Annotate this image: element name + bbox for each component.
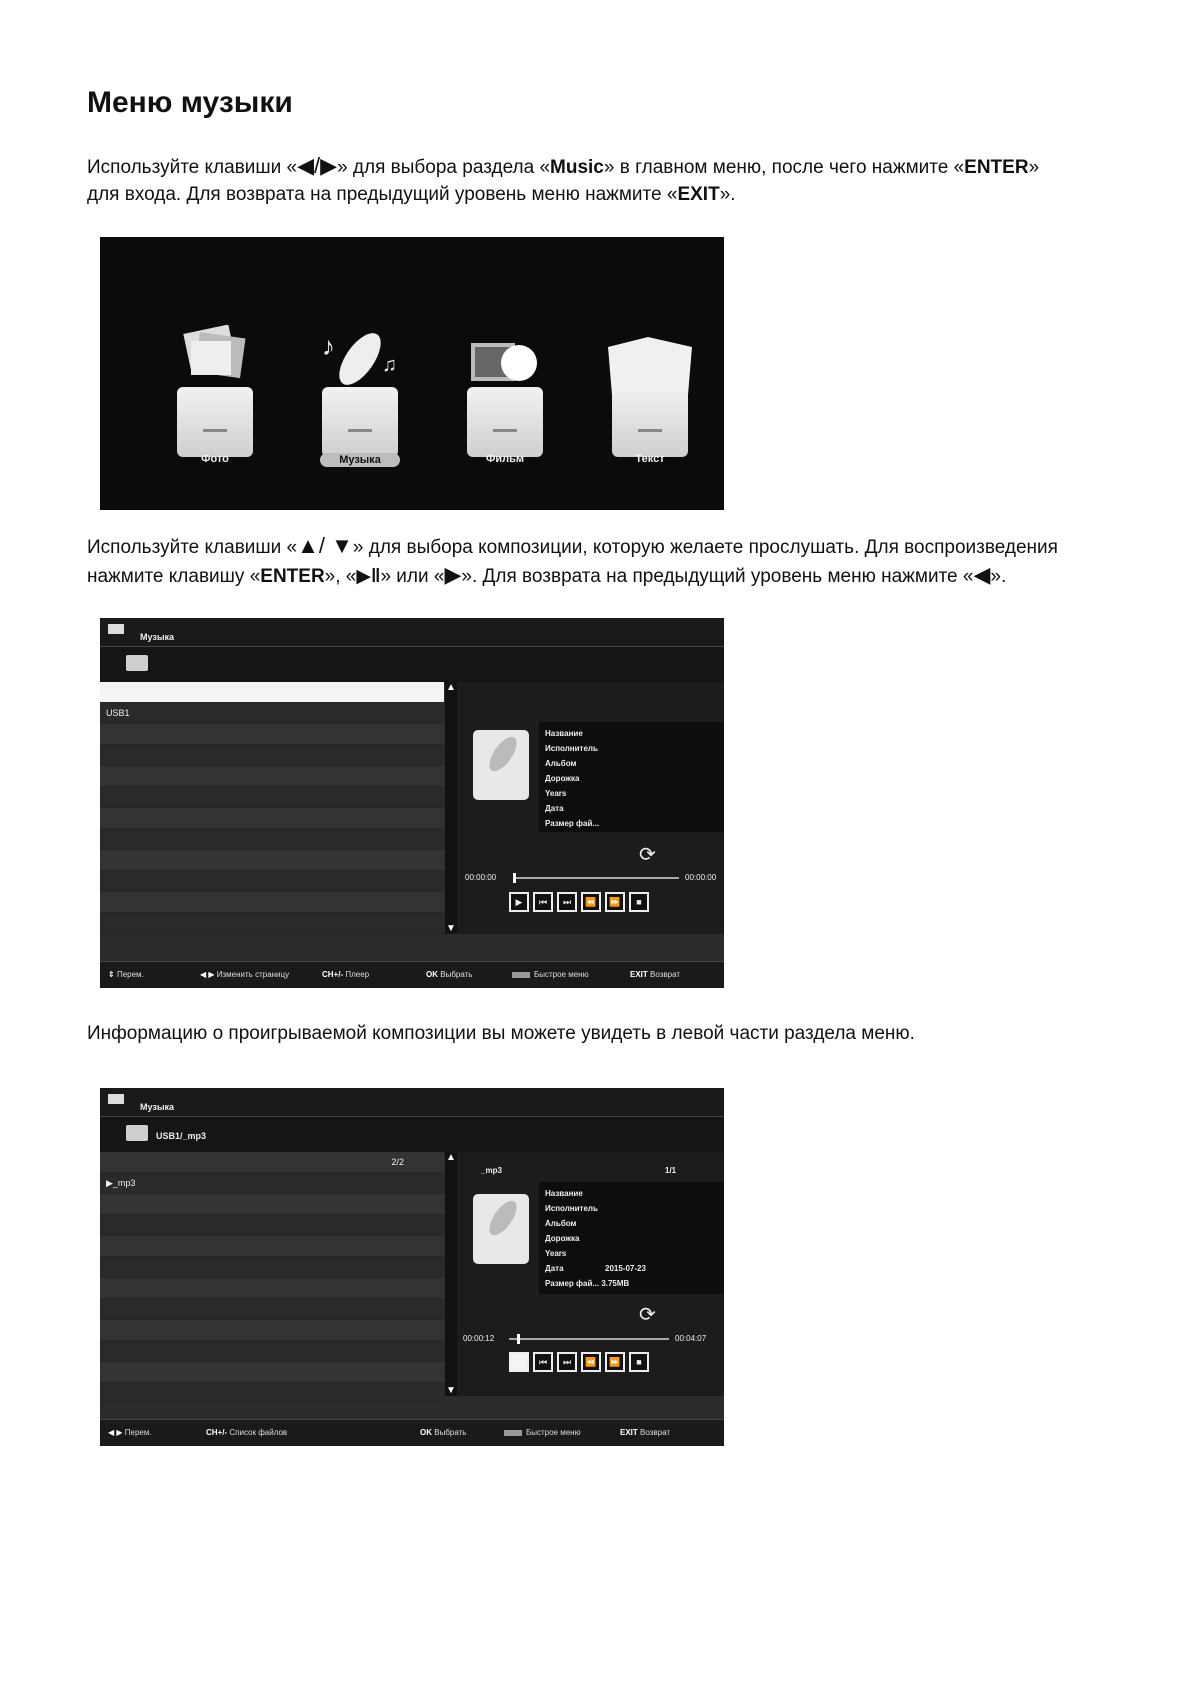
file-list: [100, 682, 444, 934]
info-value: 3.75MB: [601, 1279, 630, 1288]
list-item[interactable]: [100, 745, 444, 766]
time-total: 00:00:00: [685, 873, 717, 882]
hint-label: Список файлов: [229, 1428, 288, 1437]
track-info: [539, 722, 724, 832]
hint-label: Возврат: [640, 1428, 671, 1437]
menu-label-music: Музыка: [320, 453, 400, 467]
text: »: [1028, 157, 1040, 178]
svg-text:♫: ♫: [382, 354, 397, 376]
scroll-up-icon[interactable]: ▲: [446, 682, 456, 693]
hint-key: CH+/-: [206, 1428, 228, 1437]
info-row-size: [545, 1276, 718, 1291]
menu-key-swatch: [512, 972, 530, 978]
hint-key: ⇕: [108, 970, 115, 979]
navigation-paragraph: [87, 532, 1117, 590]
music-playing-screenshot: [100, 1088, 724, 1446]
menu-box: [177, 387, 253, 457]
info-label: Альбом: [545, 759, 577, 768]
playback-controls: [509, 1352, 649, 1372]
info-paragraph: Информацию о проигрываемой композиции вы можете увидеть в левой части раздела меню.: [87, 1023, 915, 1044]
scroll-down-icon[interactable]: ▼: [446, 923, 456, 934]
list-item[interactable]: [100, 724, 444, 745]
panel-title: _mp3: [481, 1166, 502, 1175]
music-art-icon: [473, 1194, 529, 1264]
info-label: Дата: [545, 804, 564, 813]
hint-item: [108, 1428, 152, 1437]
time-elapsed: 00:00:00: [465, 873, 497, 882]
enter-label: ENTER: [260, 566, 325, 587]
list-item[interactable]: [100, 1194, 444, 1215]
info-row-date: [545, 1261, 718, 1276]
menu-key-swatch: [504, 1430, 522, 1436]
hint-item: [200, 970, 289, 979]
menu-label-film: Фильм: [485, 453, 525, 465]
up-down-keys-icon: ▲/ ▼: [297, 533, 353, 558]
enter-label: ENTER: [964, 157, 1029, 178]
fast-forward-button[interactable]: ⏩: [605, 1352, 625, 1372]
play-pause-icon: ▶‖: [356, 566, 381, 587]
hint-key: OK: [420, 1428, 432, 1437]
list-item[interactable]: [100, 1236, 444, 1257]
list-item[interactable]: [100, 829, 444, 850]
page-indicator: 2/2: [100, 1152, 444, 1173]
list-item[interactable]: [100, 787, 444, 808]
list-item[interactable]: [100, 1257, 444, 1278]
hint-label: Изменить страницу: [216, 970, 290, 979]
progress-knob[interactable]: [517, 1334, 520, 1344]
back-icon: ◀: [973, 562, 991, 587]
hint-key: ◀ ▶: [108, 1428, 123, 1437]
hint-item: [420, 1428, 466, 1437]
list-item[interactable]: [100, 1362, 444, 1383]
next-button[interactable]: ⏭: [557, 892, 577, 912]
hint-key: EXIT: [630, 970, 648, 979]
playback-controls: [509, 892, 649, 912]
music-label: Music: [550, 157, 604, 178]
progress-bar[interactable]: [513, 877, 679, 879]
exit-label: EXIT: [677, 184, 720, 205]
hint-item: [630, 970, 680, 979]
text: », «: [324, 566, 357, 587]
list-item[interactable]: [100, 1320, 444, 1341]
page-title: Меню музыки: [87, 86, 293, 119]
scrollbar[interactable]: [445, 1152, 457, 1396]
repeat-icon[interactable]: ⟳: [639, 1304, 656, 1326]
list-item[interactable]: [100, 892, 444, 913]
hint-item: [512, 970, 589, 979]
list-item[interactable]: USB1: [100, 703, 444, 724]
play-arrow-icon: ▶: [106, 1178, 113, 1188]
text: ».: [719, 184, 736, 205]
info-label: Years: [545, 789, 567, 798]
hint-key: EXIT: [620, 1428, 638, 1437]
info-label: Дорожка: [545, 1234, 580, 1243]
time-total: 00:04:07: [675, 1334, 707, 1343]
info-label: Дата: [545, 1264, 564, 1273]
menu-text[interactable]: [590, 307, 710, 487]
menu-label-photo: Фото: [201, 453, 229, 465]
hint-label: Выбрать: [440, 970, 473, 979]
info-label: Размер фай...: [545, 1279, 600, 1288]
hint-label: Возврат: [650, 970, 681, 979]
text: Используйте клавиши «: [87, 537, 298, 558]
scroll-up-icon[interactable]: ▲: [446, 1152, 456, 1163]
hint-item: [108, 970, 144, 979]
text: » или «: [380, 566, 445, 587]
list-item[interactable]: [100, 1299, 444, 1320]
input-source-icon: [108, 624, 124, 634]
info-label: Размер фай...: [545, 819, 600, 828]
hint-item: [426, 970, 472, 979]
text: ». Для возврата на предыдущий уровень меню нажмите «: [461, 566, 974, 587]
panel-count: 1/1: [665, 1166, 677, 1175]
info-label: Исполнитель: [545, 1204, 598, 1213]
list-item[interactable]: [100, 1341, 444, 1362]
scrollbar[interactable]: [445, 682, 457, 934]
list-item[interactable]: [100, 871, 444, 892]
hint-label: Плеер: [345, 970, 370, 979]
info-label: Years: [545, 1249, 567, 1258]
list-item[interactable]: [100, 808, 444, 829]
hint-label: Быстрое меню: [534, 970, 589, 979]
text: ».: [990, 566, 1007, 587]
list-item[interactable]: [100, 1215, 444, 1236]
hint-bar: [100, 961, 724, 988]
path-bar: [100, 1116, 724, 1153]
intro-paragraph: [87, 152, 1117, 208]
browser-title: Музыка: [140, 1102, 175, 1112]
text: » для выбора композиции, которую желаете прослушать. Для воспроизведения: [352, 537, 1058, 558]
left-right-keys-icon: ◀/▶: [297, 153, 338, 178]
text: » в главном меню, после чего нажмите «: [603, 157, 965, 178]
header-bar: [100, 618, 724, 646]
input-source-icon: [108, 1094, 124, 1104]
menu-label-text: Текст: [635, 453, 665, 465]
folder-icon: [126, 1125, 148, 1141]
list-item[interactable]: [100, 682, 444, 703]
info-label: Дорожка: [545, 774, 580, 783]
repeat-icon[interactable]: ⟳: [639, 844, 656, 866]
music-art-icon: [473, 730, 529, 800]
list-item[interactable]: [100, 1278, 444, 1299]
hint-item: [504, 1428, 581, 1437]
menu-box: [467, 387, 543, 457]
hint-label: Перем.: [124, 1428, 152, 1437]
previous-button[interactable]: ⏮: [533, 1352, 553, 1372]
list-item[interactable]: [100, 913, 444, 934]
hint-bar: [100, 1419, 724, 1446]
folder-icon: [126, 655, 148, 671]
main-menu-screenshot: [100, 237, 724, 510]
header-bar: [100, 1088, 724, 1116]
previous-button[interactable]: ⏮: [533, 892, 553, 912]
menu-photo[interactable]: [155, 307, 275, 487]
menu-music[interactable]: [300, 307, 420, 487]
preview-panel: [457, 1152, 724, 1396]
hint-item: [322, 970, 369, 979]
info-label: Исполнитель: [545, 744, 598, 753]
play-button[interactable]: ▶: [509, 892, 529, 912]
stop-button[interactable]: ■: [629, 1352, 649, 1372]
hint-key: ◀ ▶: [200, 970, 215, 979]
progress-knob[interactable]: [513, 873, 516, 883]
list-item[interactable]: [100, 850, 444, 871]
path-bar: [100, 646, 724, 683]
list-item[interactable]: [100, 1383, 444, 1404]
file-list: [100, 1152, 444, 1404]
info-label: Название: [545, 729, 583, 738]
music-browser-screenshot: [100, 618, 724, 988]
list-item[interactable]: [100, 766, 444, 787]
rewind-button[interactable]: ⏪: [581, 1352, 601, 1372]
text: Используйте клавиши «: [87, 157, 298, 178]
list-item-label: _mp3: [112, 1178, 136, 1188]
progress-bar[interactable]: [509, 1338, 669, 1340]
scroll-down-icon[interactable]: ▼: [446, 1385, 456, 1396]
stop-button[interactable]: ■: [629, 892, 649, 912]
hint-label: Быстрое меню: [526, 1428, 581, 1437]
preview-panel: [457, 682, 724, 934]
time-elapsed: 00:00:12: [463, 1334, 495, 1343]
hint-key: CH+/-: [322, 970, 344, 979]
path-text: USB1/_mp3: [156, 1131, 207, 1141]
info-label: Название: [545, 1189, 583, 1198]
menu-film[interactable]: [445, 307, 565, 487]
play-icon: ▶: [444, 562, 462, 587]
next-button[interactable]: ⏭: [557, 1352, 577, 1372]
browser-title: Музыка: [140, 632, 175, 642]
text: нажмите клавишу «: [87, 566, 261, 587]
fast-forward-button[interactable]: ⏩: [605, 892, 625, 912]
hint-key: OK: [426, 970, 438, 979]
hint-label: Выбрать: [434, 1428, 467, 1437]
info-value: 2015-07-23: [605, 1264, 646, 1273]
hint-label: Перем.: [116, 970, 144, 979]
text: » для выбора раздела «: [337, 157, 551, 178]
svg-text:♪: ♪: [322, 331, 335, 361]
info-label: Альбом: [545, 1219, 577, 1228]
menu-box: [322, 387, 398, 457]
pause-button[interactable]: [509, 1352, 529, 1372]
list-item[interactable]: [100, 1173, 444, 1194]
text: для входа. Для возврата на предыдущий уровень меню нажмите «: [87, 184, 678, 205]
hint-item: [206, 1428, 287, 1437]
rewind-button[interactable]: ⏪: [581, 892, 601, 912]
menu-box: [612, 387, 688, 457]
track-info: [539, 1182, 724, 1294]
hint-item: [620, 1428, 670, 1437]
